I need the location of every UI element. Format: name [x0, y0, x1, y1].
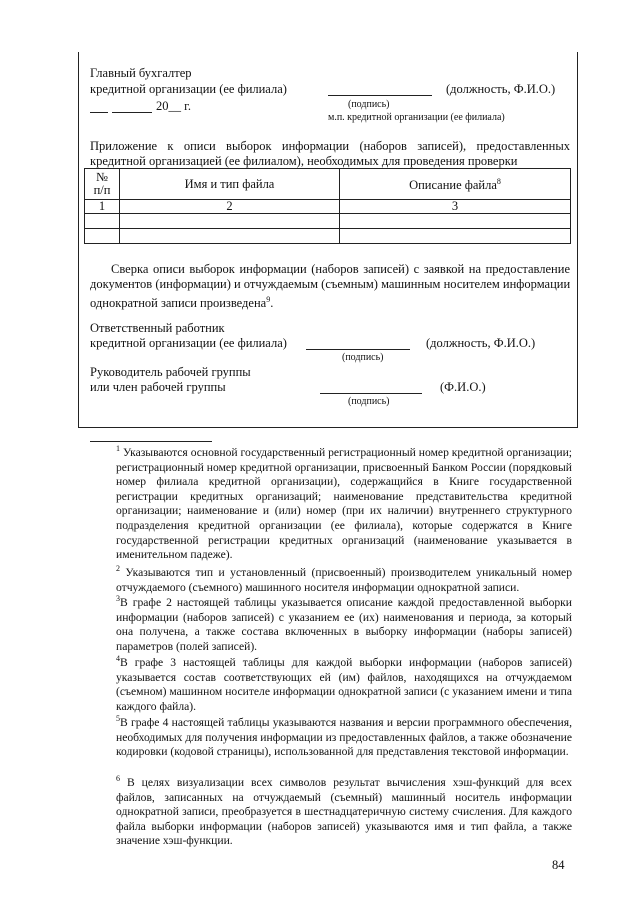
header-file-description: Описание файла$^8$	[340, 169, 571, 200]
signature-caption: (подпись)	[348, 396, 390, 407]
footnote-4: $^4$В графе 3 настоящей таблицы для каждой выборки информации (наборов записей) указывается состав соответствующих ей (им) файлов, находящихся на отчуждаемом (съемном) машинном носителе информации однократной записи (с указанием имени и типа каждого файла).	[116, 654, 572, 713]
reconciliation-line-2: документов (информации) и отчуждаемым (съемным) машинным носителем информации	[90, 277, 571, 291]
date-day-line	[90, 112, 108, 113]
signature-caption: (подпись)	[348, 99, 390, 110]
signature-line	[306, 349, 410, 350]
header-file-name: Имя и тип файла	[120, 169, 340, 200]
signature-caption: (подпись)	[342, 352, 384, 363]
footnote-1: $^1$ Указываются основной государственный регистрационный номер кредитной организации; регистрационный номер кредитной организации, присвоенный Банком России (порядковый номер филиала кредитной организации), содержащийся в Книге государственной регистрации кредитных организаций; наименование представительства кредитной организации; наименование и (или) номер (при их наличии) внутреннего структурного подразделения кредитной организации (ее филиала), которые содержатся в Книге государственной регистрации кредитных организаций (наименование указывается в именительном падеже).	[116, 444, 572, 562]
column-number-2: 2	[120, 200, 340, 214]
responsible-employee-org: кредитной организации (ее филиала)	[90, 336, 287, 350]
footnote-2: $^2$ Указываются тип и установленный (присвоенный) производителем уникальный номер отчуждаемого (съемного) машинного носителя информации однократной записи.	[116, 564, 572, 594]
working-group-head-title: Руководитель рабочей группы	[90, 365, 251, 379]
working-group-member-title: или член рабочей группы	[90, 380, 226, 394]
chief-accountant-title: Главный бухгалтер	[90, 66, 192, 80]
files-table	[84, 168, 571, 244]
footnote-separator	[90, 441, 212, 442]
footnote-3: $^3$В графе 2 настоящей таблицы указывается описание каждой предоставленной выборки информации (наборов записей) с указанием ее (их) наименования и периода, за который она получена, а также состава включенных в выборку информации (наборы записей) параметров (полей записей).	[116, 594, 572, 653]
column-number-3: 3	[340, 200, 571, 214]
position-name-caption: (должность, Ф.И.О.)	[426, 336, 536, 350]
column-number-1: 1	[85, 200, 120, 214]
chief-accountant-org: кредитной организации (ее филиала)	[90, 82, 287, 96]
responsible-employee-title: Ответственный работник	[90, 321, 225, 335]
signature-line	[320, 393, 422, 394]
date-year: 20__ г.	[156, 99, 191, 113]
appendix-line-1: Приложение к описи выборок информации (наборов записей), предоставленных	[90, 139, 570, 153]
page-number: 84	[552, 858, 565, 872]
appendix-line-2: кредитной организацией (ее филиалом), необходимых для проведения проверки	[90, 154, 518, 168]
header-number: № п/п	[85, 169, 120, 200]
table-row	[85, 229, 571, 244]
table-row	[85, 214, 571, 229]
reconciliation-line-3: однократной записи произведена$^9$.	[90, 295, 274, 311]
signature-line	[328, 95, 432, 96]
position-name-caption: (должность, Ф.И.О.)	[446, 82, 556, 96]
seal-caption: м.п. кредитной организации (ее филиала)	[328, 112, 505, 123]
footnote-5: $^5$В графе 4 настоящей таблицы указываются названия и версии программного обеспечения, необходимых для получения информации из предоставленных файлов, а также обозначение кодировки (кодовой страницы), использованной для представления текстовой информации.	[116, 714, 573, 759]
reconciliation-line-1: Сверка описи выборок информации (наборов записей) с заявкой на предоставление	[111, 262, 570, 276]
name-caption: (Ф.И.О.)	[440, 380, 486, 394]
footnote-6: $^6$ В целях визуализации всех символов результат вычисления хэш-функций для всех файлов, записанных на отчуждаемый (съемный) машинный носитель информации однократной записи, преобразуется в шестнадцатеричную систему счисления. Для каждого файла выборки информации (наборов записей) указываются имя и тип файла, а также значение хэш-функции.	[116, 774, 572, 848]
date-month-line	[112, 112, 152, 113]
